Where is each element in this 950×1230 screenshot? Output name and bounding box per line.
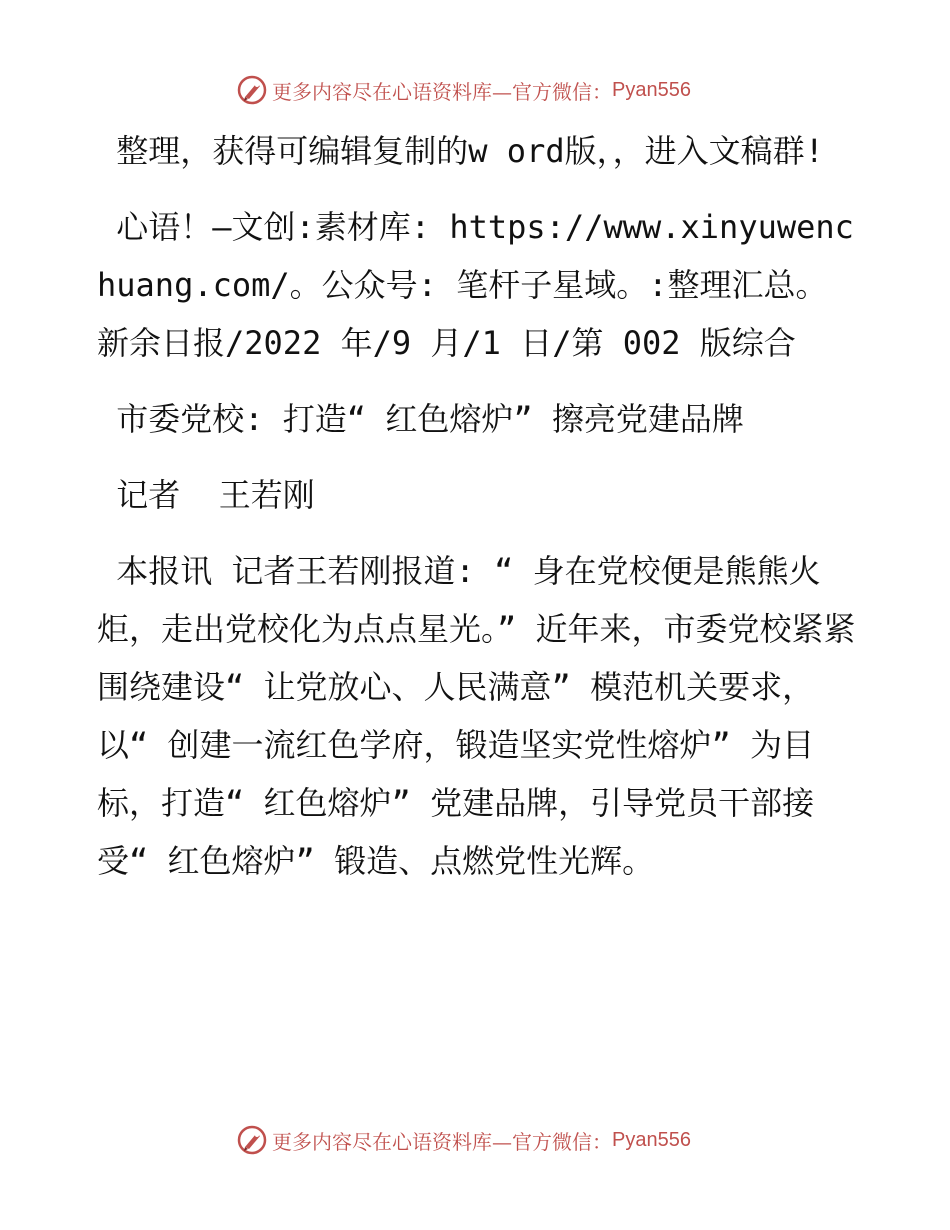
footer-watermark [236,1122,691,1158]
source-paragraph: 心语！—文创:素材库: https://www.xinyuwenchuang.com/。公众号: 笔杆子星域。:整理汇总。新余日报/2022 年/9 月/1 日/第 002 版综合 [97,208,854,362]
intro-paragraph: 整理，获得可编辑复制的w ord版，，进入文稿群! [97,132,824,170]
watermark-wechat-id: Pyan556 [612,78,691,101]
article-headline: 市委党校: 打造“ 红色熔炉” 擦亮党建品牌 [97,400,744,438]
article-byline: 记者 王若刚 [97,476,315,514]
watermark-text: 更多内容尽在心语资料库—官方微信： [272,79,612,104]
watermark-text: 更多内容尽在心语资料库—官方微信： [272,1129,612,1154]
pen-logo-icon [236,74,268,106]
header-watermark [236,72,691,108]
watermark-wechat-id: Pyan556 [612,1128,691,1151]
document-body [97,122,857,908]
pen-logo-icon [236,1124,268,1156]
article-body: 本报讯 记者王若刚报道: “ 身在党校便是熊熊火炬，走出党校化为点点星光。” 近年来，市委党校紧紧围绕建设“ 让党放心、人民满意” 模范机关要求，以“ 创建一流红色学府，锻造坚实党性熔炉” 为目标，打造“ 红色熔炉” 党建品牌，引导党员干部接受“ 红色熔炉” 锻造、点燃党性光辉。 [97,552,856,880]
